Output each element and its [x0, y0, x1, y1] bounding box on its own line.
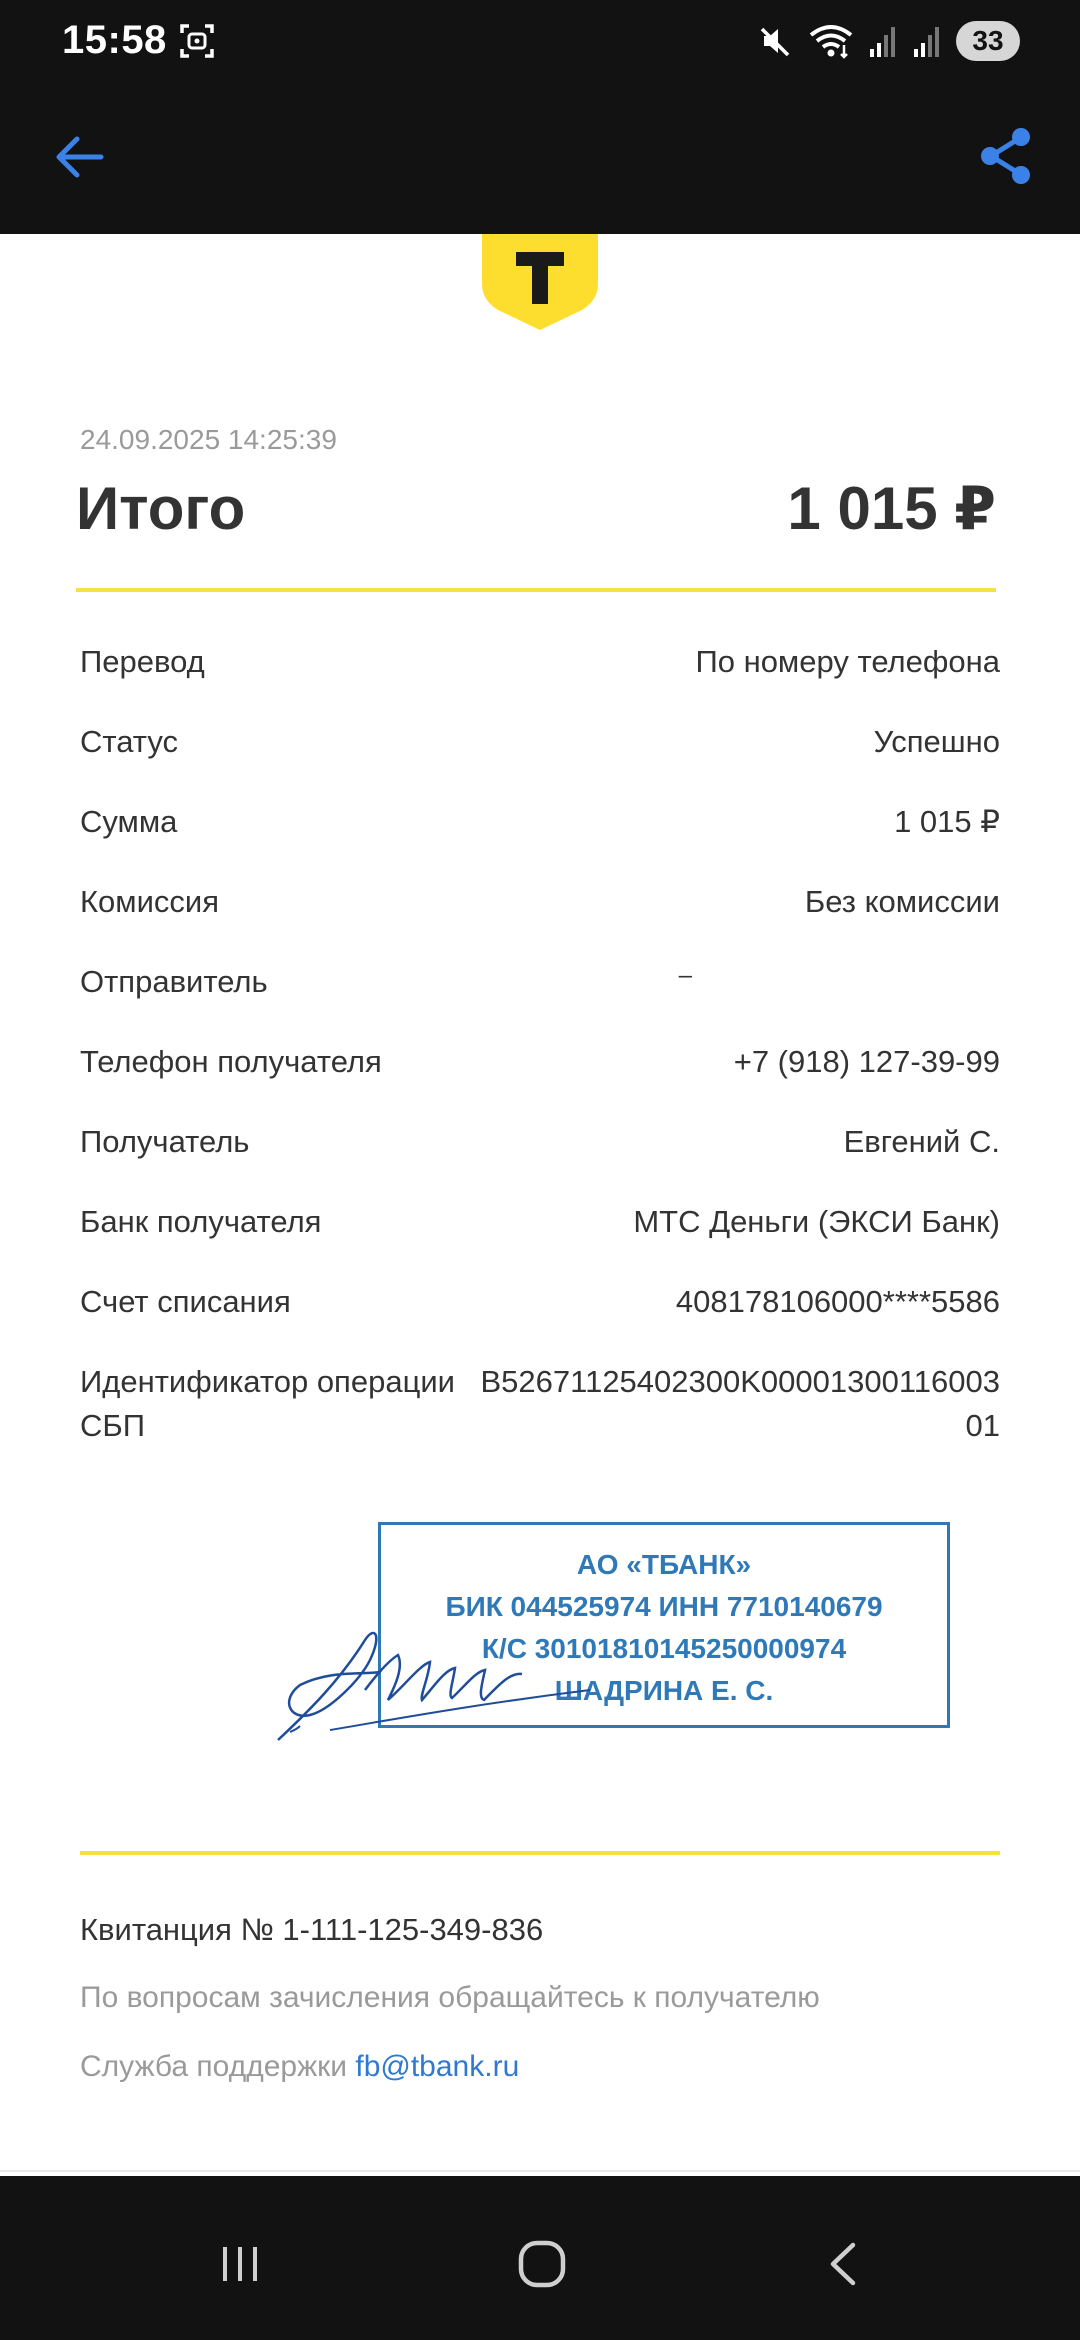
- back-button[interactable]: [44, 122, 114, 192]
- row-label: Статус: [80, 724, 178, 759]
- row-label: Сумма: [80, 804, 178, 839]
- row-label: Счет списания: [80, 1284, 291, 1319]
- row-value: По номеру телефона: [695, 644, 1000, 679]
- row-value: МТС Деньги (ЭКСИ Банк): [633, 1204, 1000, 1239]
- support-line: [80, 2050, 519, 2084]
- separator: [0, 2170, 1080, 2172]
- home-button[interactable]: [492, 2214, 592, 2314]
- total-label: Итого: [76, 475, 246, 542]
- app-bar: [0, 82, 1080, 234]
- status-time: 15:58: [62, 18, 167, 62]
- battery-badge: 33: [956, 21, 1020, 61]
- stamp-line: ШАДРИНА Е. С.: [554, 1675, 774, 1706]
- row-value: B52671125402300K0000130011600301: [480, 1364, 1000, 1443]
- signal-icon: [912, 23, 942, 59]
- system-back-button[interactable]: [794, 2214, 894, 2314]
- row-value: +7 (918) 127-39-99: [733, 1044, 1000, 1079]
- support-prefix: Служба поддержки: [80, 2050, 356, 2083]
- signal-icon: [868, 23, 898, 59]
- row-label: Отправитель: [80, 964, 268, 999]
- status-icons: [758, 18, 1020, 64]
- row-value: 408178106000****5586: [675, 1284, 1000, 1319]
- row-label: Комиссия: [80, 884, 220, 919]
- stamp-line: К/С 30101810145250000974: [481, 1633, 847, 1664]
- back-icon: [819, 2239, 869, 2289]
- mute-icon: [758, 23, 794, 59]
- receipt-number: Квитанция № 1-111-125-349-836: [80, 1912, 544, 1947]
- share-button[interactable]: [968, 118, 1044, 194]
- screenshot-icon: [178, 22, 216, 60]
- home-icon: [515, 2237, 569, 2291]
- row-label: Идентификатор операции СБП: [80, 1364, 455, 1443]
- signature: [270, 1600, 600, 1760]
- transaction-datetime: 24.09.2025 14:25:39: [80, 424, 337, 455]
- divider: [76, 588, 996, 592]
- support-email-link[interactable]: fb@tbank.ru: [355, 2050, 520, 2083]
- row-value: Евгений С.: [843, 1124, 1000, 1159]
- row-label: Телефон получателя: [80, 1044, 382, 1079]
- row-value: 1 015 ₽: [894, 804, 1000, 839]
- system-nav-bar: [0, 2176, 1080, 2340]
- share-icon: [976, 125, 1036, 187]
- row-value: Успешно: [873, 724, 1000, 759]
- wifi-icon: [808, 23, 854, 59]
- row-label: Перевод: [80, 644, 205, 679]
- stamp-line: АО «ТБАНК»: [576, 1549, 752, 1580]
- tbank-logo: [482, 234, 598, 330]
- divider: [80, 1851, 1000, 1855]
- row-label: Банк получателя: [80, 1204, 322, 1239]
- total-value: 1 015 ₽: [787, 475, 996, 542]
- row-value: –: [678, 962, 692, 989]
- stamp-line: БИК 044525974 ИНН 7710140679: [445, 1591, 883, 1622]
- recents-button[interactable]: [190, 2214, 290, 2314]
- row-label: Получатель: [80, 1124, 250, 1159]
- status-bar: [0, 0, 1080, 82]
- arrow-left-icon: [51, 129, 107, 185]
- row-value: Без комиссии: [804, 884, 1000, 919]
- recents-icon: [215, 2239, 265, 2289]
- recipient-note: По вопросам зачисления обращайтесь к получателю: [80, 1981, 820, 2014]
